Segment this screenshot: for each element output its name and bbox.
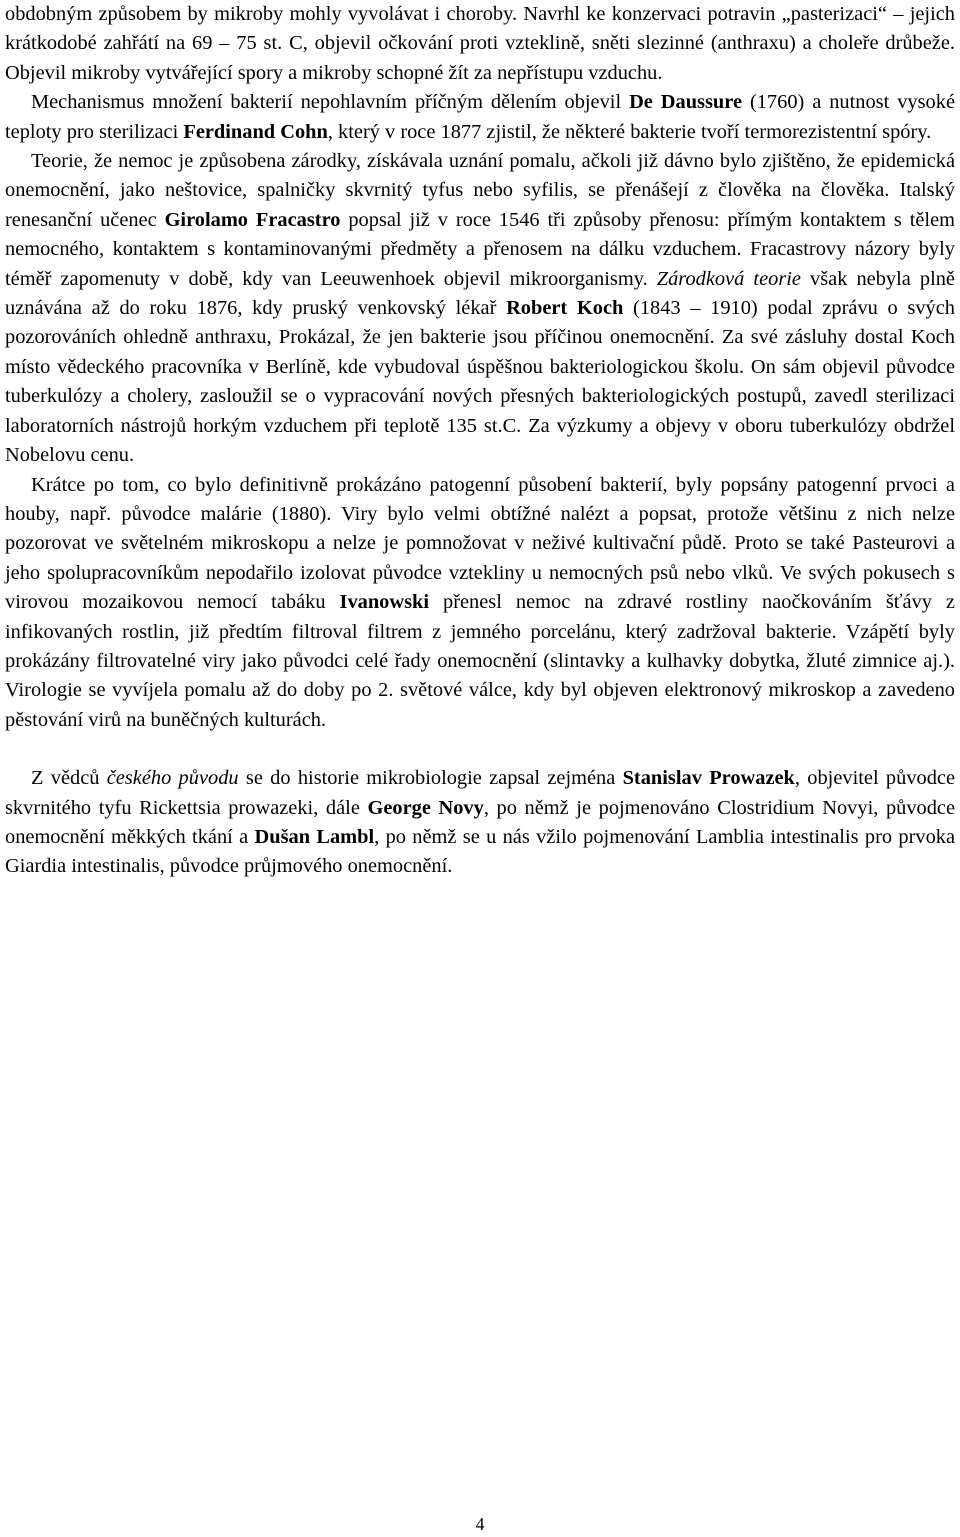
bold-name: Girolamo Fracastro — [164, 208, 341, 231]
paragraph-germ-theory: Teorie, že nemoc je způsobena zárodky, získávala uznání pomalu, ačkoli již dávno bylo zjištěno, že epidemická onemocnění, jako neštovice, spalničky skvrnitý tyfus nebo syfilis, se přenášejí z člověka na člověka. Italský renesanční učenec Girolamo Fracastro popsal již v roce 1546 tři způsoby přenosu: přímým kontaktem s tělem nemocného, kontaktem s kontaminovanými předměty a přenosem na dálku vzduchem. Fracastrovy názory byly téměř zapomenuty v době, kdy van Leeuwenhoek objevil mikroorganismy. Zárodková teorie však nebyla plně uznávána až do roku 1876, kdy pruský venkovský lékař Robert Koch (1843 – 1910) podal zprávu o svých pozorováních ohledně anthraxu, Prokázal, že jen bakterie jsou příčinou onemocnění. Za své zásluhy dostal Koch místo vědeckého pracovníka v Berlíně, kde vybudoval úspěšnou bakteriologickou školu. On sám objevil původce tuberkulózy a cholery, zasloužil se o vypracování nových přesných bakteriologických postupů, zavedl sterilizaci laboratorních nástrojů horkým vzduchem při teplotě 135 st.C. Za výzkumy a objevy v oboru tuberkulózy obdržel Nobelovu cenu. — [5, 150, 956, 467]
italic-term: českého původu — [106, 767, 239, 790]
paragraph-pasteur: obdobným způsobem by mikroby mohly vyvolávat i choroby. Navrhl ke konzervaci potravin „pasterizaci“ – jejich krátkodobé zahřátí na 69 – 75 st. C, objevil očkování proti vzteklině, sněti slezinné (anthraxu) a choleře drůbeže. Objevil mikroby vytvářející spory a mikroby schopné žít za nepřístupu vzduchu. — [5, 3, 955, 84]
bold-name: Ivanowski — [339, 591, 430, 614]
bold-name: De Daussure — [629, 91, 742, 114]
bold-name: Robert Koch — [506, 297, 624, 320]
bold-name: Stanislav Prowazek — [622, 767, 795, 790]
paragraph-czech-scientists: Z vědců českého původu se do historie mikrobiologie zapsal zejména Stanislav Prowazek, objevitel původce skvrnitého tyfu Rickettsia prowazeki, dále George Novy, po němž je pojmenováno Clostridium Novyi, původce onemocnění měkkých tkání a Dušan Lambl, po němž se u nás vžilo pojmenování Lamblia intestinalis pro prvoka Giardia intestinalis, původce průjmového onemocnění. — [5, 767, 956, 878]
page-number: 4 — [475, 1514, 485, 1534]
document-body — [5, 0, 955, 882]
paragraph-bacterial-division: Mechanismus množení bakterií nepohlavním příčným dělením objevil De Daussure (1760) a nutnost vysoké teploty pro sterilizaci Ferdinand Cohn, který v roce 1877 zjistil, že některé bakterie tvoří termorezistentní spóry. — [5, 91, 955, 143]
bold-name: Dušan Lambl — [254, 825, 375, 848]
italic-term: Zárodková teorie — [656, 267, 801, 290]
bold-name: George Novy — [367, 796, 484, 819]
paragraph-spacer — [5, 735, 955, 764]
paragraph-viruses: Krátce po tom, co bylo definitivně prokázáno patogenní působení bakterií, byly popsány patogenní prvoci a houby, např. původce malárie (1880). Viry bylo velmi obtížné nalézt a popsat, protože většinu z nich nelze pozorovat ve světelném mikroskopu a nelze je pomnožovat v neživé kultivační půdě. Proto se také Pasteurovi a jeho spolupracovníkům nepodařilo izolovat původce vztekliny u nemocných psů nebo vlků. Ve svých pokusech s virovou mozaikovou nemocí tabáku Ivanowski přenesl nemoc na zdravé rostliny naočkováním šťávy z infikovaných rostlin, již předtím filtroval filtrem z jemného porcelánu, který zadržoval bakterie. Vzápětí byly prokázány filtrovatelné viry jako původci celé řady onemocnění (slintavky a kulhavky dobytka, žluté zimnice aj.). Virologie se vyvíjela pomalu až do doby po 2. světové válce, kdy byl objeven elektronový mikroskop a zavedeno pěstování virů na buněčných kulturách. — [5, 473, 955, 731]
bold-name: Ferdinand Cohn — [183, 120, 328, 143]
